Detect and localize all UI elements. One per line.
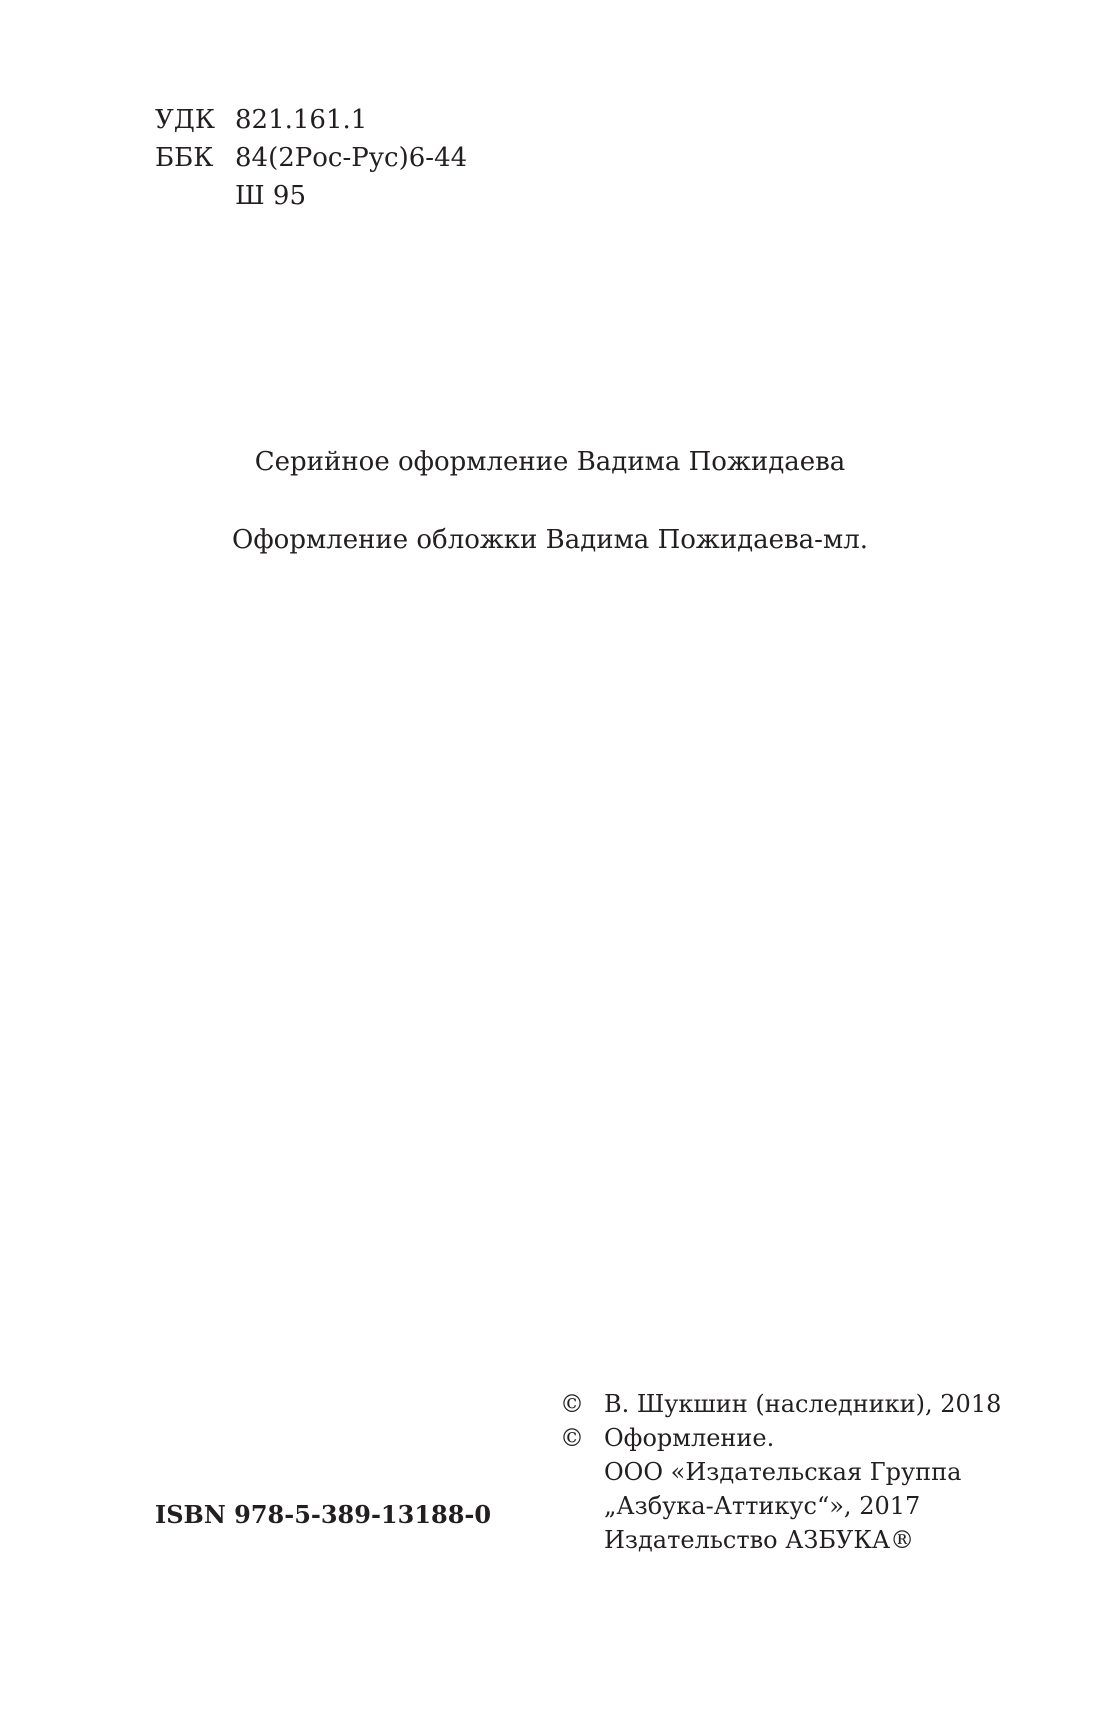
copyright-text: ООО «Издательская Группа bbox=[604, 1458, 962, 1486]
copyright-sign: © bbox=[560, 1390, 584, 1418]
bbk-value: 84(2Рос-Рус)6-44 bbox=[235, 143, 468, 173]
udk-row bbox=[155, 101, 467, 139]
copyright-sign bbox=[560, 1455, 604, 1489]
bbk-label: ББК bbox=[155, 143, 214, 173]
copyright-text: „Азбука-Аттикус“», 2017 bbox=[604, 1492, 921, 1520]
series-design-credit: Серийное оформление Вадима Пожидаева bbox=[254, 447, 846, 477]
copyright-text: В. Шукшин (наследники), 2018 bbox=[604, 1390, 1002, 1418]
classification-block bbox=[155, 101, 467, 215]
copyright-line bbox=[560, 1489, 1001, 1523]
copyright-sign bbox=[560, 1523, 604, 1557]
copyright-text: Оформление. bbox=[604, 1424, 775, 1452]
copyright-sign bbox=[560, 1489, 604, 1523]
copyright-block bbox=[560, 1387, 1001, 1557]
author-mark-value: Ш 95 bbox=[235, 181, 307, 211]
copyright-sign: © bbox=[560, 1424, 584, 1452]
copyright-line bbox=[560, 1387, 1001, 1421]
copyright-line bbox=[560, 1523, 1001, 1557]
bbk-row bbox=[155, 139, 467, 177]
copyright-line bbox=[560, 1455, 1001, 1489]
cover-design-credit: Оформление обложки Вадима Пожидаева-мл. bbox=[232, 525, 868, 555]
author-mark-label bbox=[155, 177, 235, 215]
copyright-text: Издательство АЗБУКА® bbox=[604, 1526, 915, 1554]
udk-label: УДК bbox=[155, 105, 216, 135]
copyright-line bbox=[560, 1421, 1001, 1455]
author-mark-row bbox=[155, 177, 467, 215]
isbn: ISBN 978-5-389-13188-0 bbox=[155, 1500, 492, 1529]
udk-value: 821.161.1 bbox=[235, 105, 368, 135]
